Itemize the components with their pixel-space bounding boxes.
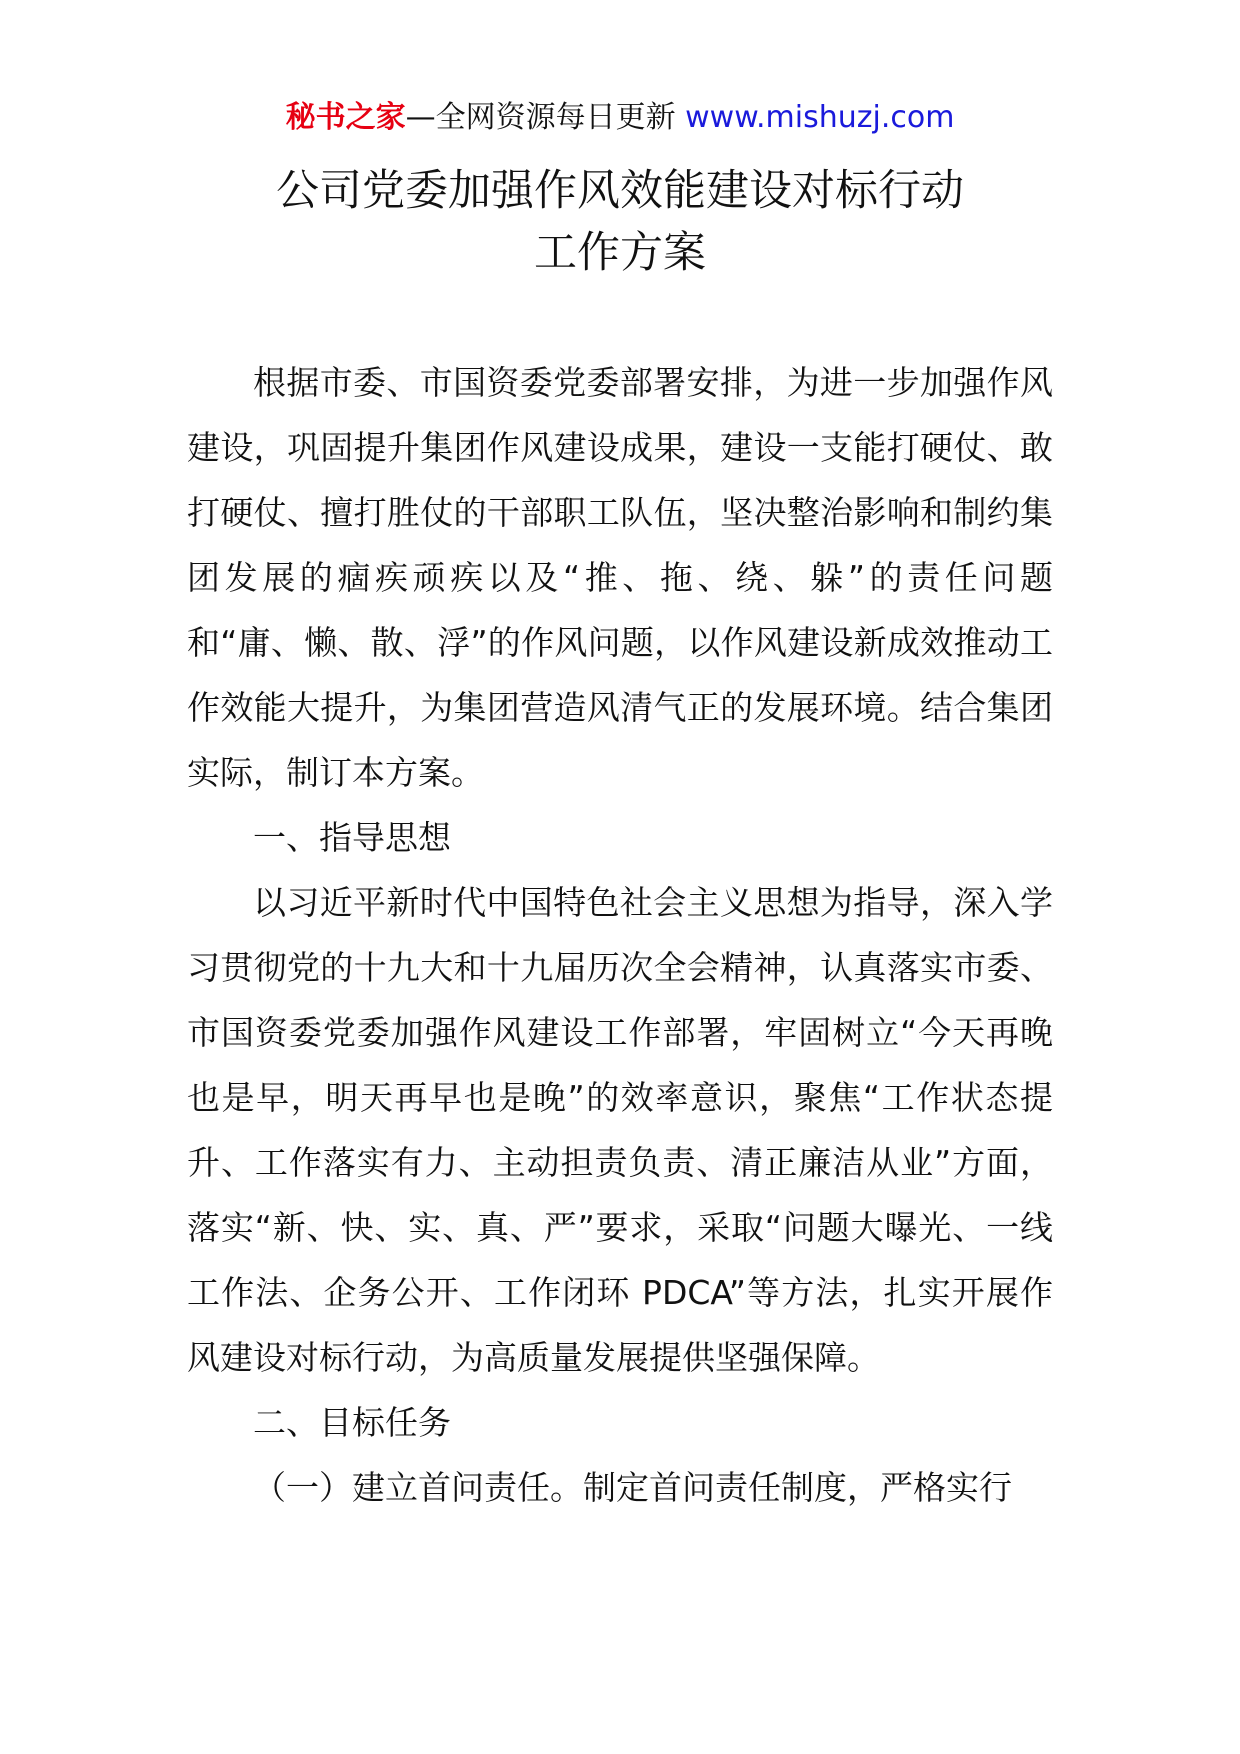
document-body bbox=[187, 350, 1053, 1520]
watermark-brand: 秘书之家 bbox=[285, 100, 406, 135]
document-title bbox=[0, 160, 1240, 284]
section-1-heading: 一、指导思想 bbox=[253, 818, 451, 857]
document-title-line-2: 工作方案 bbox=[534, 228, 706, 278]
intro-paragraph: 根据市委、市国资委党委部署安排，为进一步加强作风建设，巩固提升集团作风建设成果，建设一支能打硬仗、敢打硬仗、擅打胜仗的干部职工队伍，坚决整治影响和制约集团发展的痼疾顽疾以及“推、拖、绕、躲”的责任问题和“庸、懒、散、浮”的作风问题，以作风建设新成效推动工作效能大提升，为集团营造风清气正的发展环境。结合集团实际，制订本方案。 bbox=[187, 363, 1053, 792]
watermark-url: www.mishuzj.com bbox=[685, 100, 955, 135]
section-2-heading: 二、目标任务 bbox=[253, 1403, 451, 1442]
section-1-paragraph: 以习近平新时代中国特色社会主义思想为指导，深入学习贯彻党的十九大和十九届历次全会精神，认真落实市委、市国资委党委加强作风建设工作部署，牢固树立“今天再晚也是早，明天再早也是晚”的效率意识，聚焦“工作状态提升、工作落实有力、主动担责负责、清正廉洁从业”方面，落实“新、快、实、真、严”要求，采取“问题大曝光、一线工作法、企务公开、工作闭环 PDCA”等方法，扎实开展作风建设对标行动，为高质量发展提供坚强保障。 bbox=[187, 883, 1053, 1377]
site-watermark-header bbox=[0, 98, 1240, 138]
document-title-line-1: 公司党委加强作风效能建设对标行动 bbox=[276, 166, 964, 216]
section-2-item-1-paragraph: （一）建立首问责任。制定首问责任制度，严格实行 bbox=[253, 1468, 1012, 1507]
watermark-slogan: —全网资源每日更新 bbox=[405, 100, 676, 135]
